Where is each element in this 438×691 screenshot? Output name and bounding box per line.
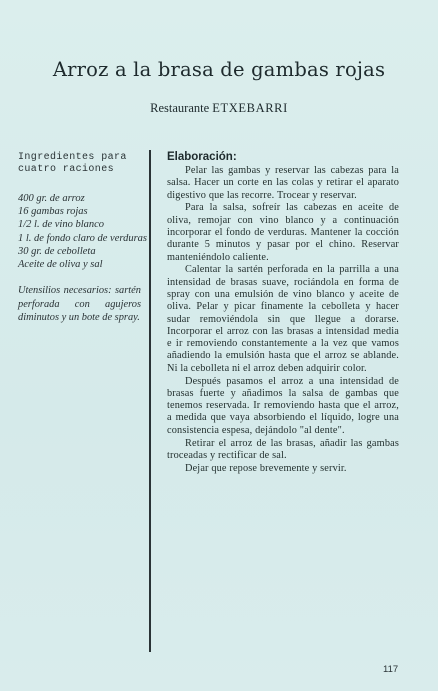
recipe-title: Arroz a la brasa de gambas rojas — [52, 58, 386, 81]
ingredients-list — [18, 192, 147, 271]
ingredient-item: 400 gr. de arroz — [18, 193, 85, 204]
elaboration-paragraph: Calentar la sartén perforada en la parrilla a una intensidad de brasas suave, rociándola en forma de spray con una emulsión de vino blanco y aceite de oliva. Pelar y picar finamente la cebolleta y hacer sudar removiéndola sin que llegue a dorarse. Incorporar el arroz con las brasas a intensidad media e ir removiendo constantemente a la vez que vamos añadiendo la emulsión hasta que el arroz se ablande. Ni la cebolleta ni el arroz deben adquirir color. — [167, 264, 399, 374]
restaurant-subtitle — [0, 101, 438, 116]
restaurant-prefix: Restaurante — [150, 101, 210, 115]
ingredient-item: 1 l. de fondo claro de verduras — [18, 232, 147, 244]
ingredients-heading — [18, 152, 136, 176]
elaboration-paragraph: Para la salsa, sofreír las cabezas en aceite de oliva, remojar con vino blanco y a continuación incorporar el fondo de verduras. Mantener la cocción durante 5 minutos y pasar por el chino. Reservar manteniéndolo caliente. — [167, 202, 399, 263]
elaboration-paragraph: Después pasamos el arroz a una intensidad de brasas fuerte y añadimos la salsa de gambas que tenemos reservada. Ir removiendo hasta que el arroz, a medida que vaya absorbiendo el líquido, logre una consistencia espesa, dejándolo "al dente". — [167, 375, 399, 436]
elaboration-paragraph: Pelar las gambas y reservar las cabezas para la salsa. Hacer un corte en las colas y retirar el aparato digestivo que las recorre. Trocear y reservar. — [167, 165, 399, 201]
utensils-note: Utensilios necesarios: sartén perforada con agujeros diminutos y un bote de spray. — [18, 285, 141, 324]
elaboration-column — [167, 150, 399, 475]
ingredient-item: Aceite de oliva y sal — [18, 259, 103, 271]
ingredient-item: 16 gambas rojas — [18, 206, 88, 218]
elaboration-paragraph: Retirar el arroz de las brasas, añadir las gambas troceadas y rectificar de sal. — [167, 437, 399, 461]
ingredients-heading-line1: Ingredientes para — [18, 152, 127, 163]
ingredient-item: 30 gr. de cebolleta — [18, 245, 96, 257]
column-divider — [149, 150, 151, 652]
restaurant-name: ETXEBARRI — [212, 101, 288, 115]
elaboration-heading: Elaboración: — [167, 151, 237, 163]
ingredients-heading-line2: cuatro raciones — [18, 164, 115, 175]
page-number: 117 — [383, 664, 399, 675]
ingredients-column — [18, 152, 147, 324]
elaboration-paragraph: Dejar que repose brevemente y servir. — [185, 462, 347, 474]
ingredient-item: 1/2 l. de vino blanco — [18, 219, 105, 231]
